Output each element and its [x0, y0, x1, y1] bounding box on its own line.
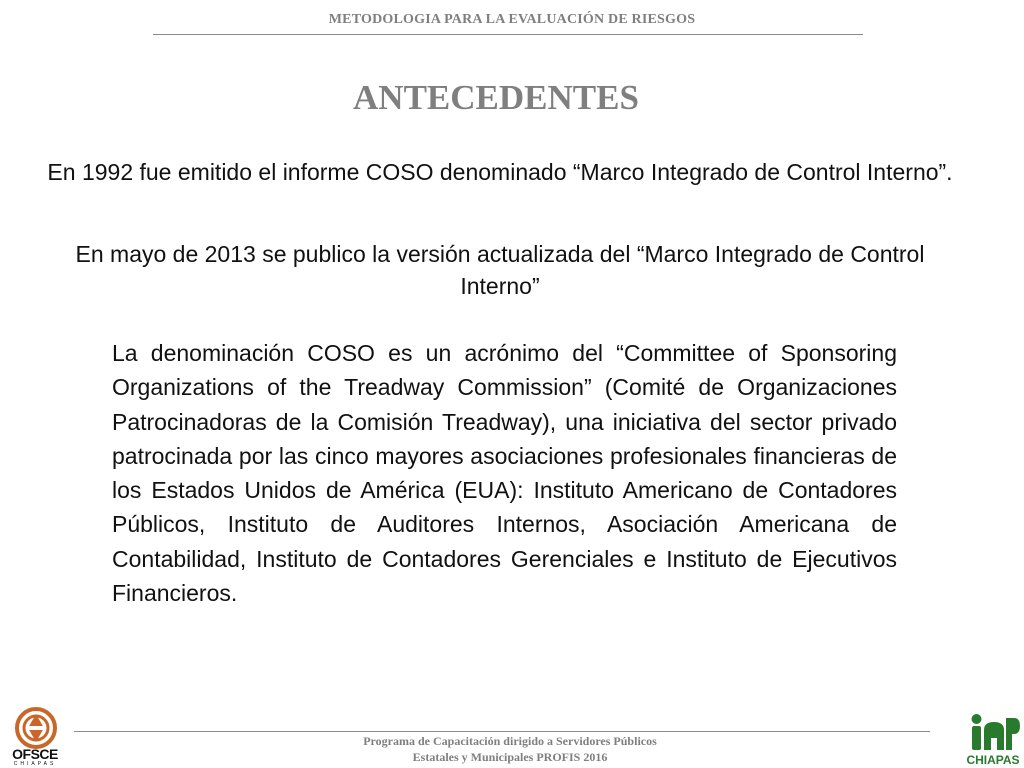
ofsce-logo-subtext: CHIAPAS	[13, 761, 57, 767]
footer-line-2: Estatales y Municipales PROFIS 2016	[412, 750, 608, 764]
header-title: METODOLOGIA PARA LA EVALUACIÓN DE RIESGOS	[328, 12, 696, 27]
iap-logo-text: CHIAPAS	[966, 753, 1020, 767]
paragraph-coso-2013: En mayo de 2013 se publico la versión actualizada del “Marco Integrado de Control Interno”	[75, 241, 925, 299]
paragraph-coso-1992: En 1992 fue emitido el informe COSO denominado “Marco Integrado de Control Interno”.	[47, 159, 953, 185]
footer-divider	[74, 731, 930, 732]
footer-line-1: Programa de Capacitación dirigido a Servidores Públicos	[363, 734, 657, 748]
ofsce-logo-text: OFSCE	[12, 746, 58, 762]
header-divider	[153, 34, 863, 35]
iap-logo-icon	[968, 712, 1022, 752]
footer-program-text	[260, 733, 760, 765]
coso-definition-paragraph: La denominación COSO es un acrónimo del “Committee of Sponsoring Organizations of the Treadway Commission” (Comité de Organizaciones Patrocinadoras de la Comisión Treadway), una iniciativa del sector privado patrocinada por las cinco mayores asociaciones profesionales financieras de los Estados Unidos de América (EUA): Instituto Americano de Contadores Públicos, Instituto de Auditores Internos, Asociación Americana de Contabilidad, Instituto de Contadores Gerenciales e Instituto de Ejecutivos Financieros.	[112, 340, 897, 607]
slide-title: ANTECEDENTES	[353, 78, 639, 117]
